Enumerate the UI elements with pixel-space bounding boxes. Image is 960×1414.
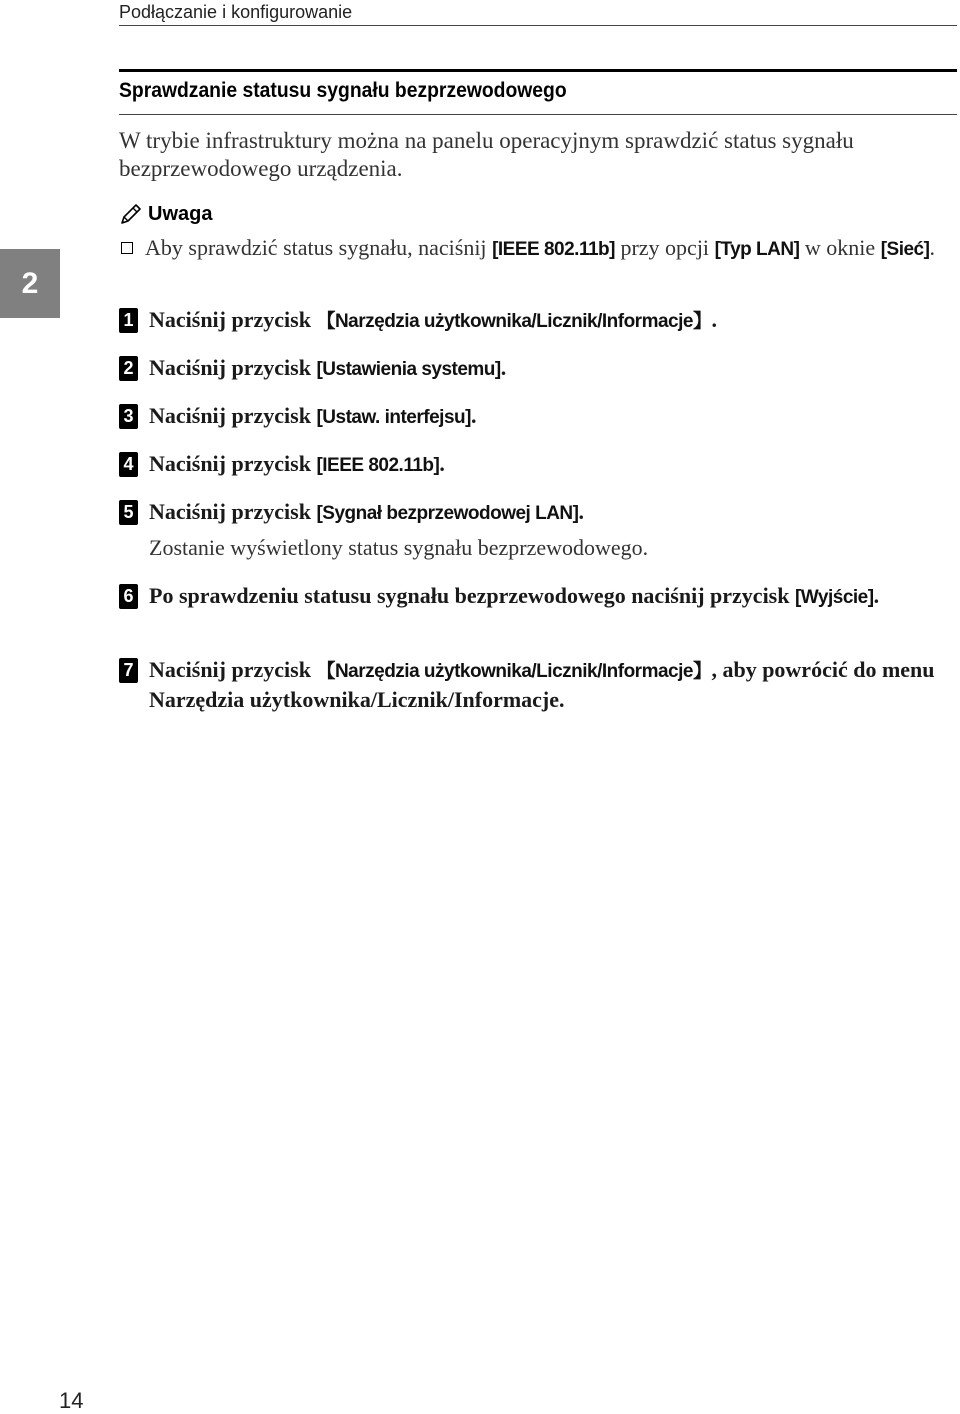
step-key: [Ustawienia systemu]: [316, 359, 501, 380]
header-rule: [119, 25, 957, 26]
step-tail: .: [578, 499, 584, 524]
step-tail: .: [500, 355, 507, 380]
key-network: [Sieć]: [880, 239, 930, 260]
step-number: 1: [119, 308, 138, 333]
step-tail: .: [470, 403, 477, 428]
section-rule: [119, 69, 957, 72]
step-number: 2: [119, 356, 138, 381]
step-number: 5: [119, 500, 138, 525]
pencil-icon: [119, 202, 143, 226]
step-text: [149, 306, 959, 336]
note-text: w oknie: [799, 235, 881, 260]
title-rule: [119, 114, 957, 115]
step-tail: , aby powrócić do menu Narzędzia użytkownika/Licznik/Informacje.: [149, 657, 935, 712]
step-text: [149, 582, 959, 612]
note-text: .: [929, 235, 935, 260]
step-key: 【Narzędzia użytkownika/Licznik/Informacje】: [316, 311, 712, 332]
step-instruction: Naciśnij przycisk: [149, 657, 317, 682]
step-instruction: Po sprawdzeniu statusu sygnału bezprzewodowego naciśnij przycisk: [149, 583, 795, 608]
key-lan-type: [Typ LAN]: [714, 239, 800, 260]
step-1: [119, 306, 959, 336]
step-3: [119, 402, 959, 432]
step-text: [149, 498, 959, 528]
step-instruction: Naciśnij przycisk: [149, 499, 317, 524]
step-text: [149, 656, 959, 714]
key-ieee: [IEEE 802.11b]: [492, 239, 615, 260]
section-title: Sprawdzanie statusu sygnału bezprzewodowego: [119, 79, 567, 102]
note-item: [119, 233, 949, 264]
step-instruction: Naciśnij przycisk: [149, 307, 317, 332]
intro-paragraph: W trybie infrastruktury można na panelu operacyjnym sprawdzić status sygnału bezprzewodowego urządzenia.: [119, 128, 854, 181]
step-5-result: Zostanie wyświetlony status sygnału bezprzewodowego.: [149, 535, 649, 560]
chapter-tab: 2: [0, 249, 60, 318]
step-key: [Sygnał bezprzewodowej LAN]: [316, 503, 579, 524]
step-text: [149, 402, 959, 432]
step-2: [119, 354, 959, 384]
note-text: przy opcji: [614, 235, 715, 260]
step-key: [Ustaw. interfejsu]: [316, 407, 471, 428]
page-number: 14: [59, 1388, 84, 1413]
note-label: Uwaga: [148, 202, 213, 225]
step-number: 4: [119, 452, 138, 477]
step-key: [IEEE 802.11b]: [316, 455, 440, 476]
running-header: Podłączanie i konfigurowanie: [119, 2, 353, 22]
step-number: 3: [119, 404, 138, 429]
step-instruction: Naciśnij przycisk: [149, 403, 317, 428]
step-tail: .: [439, 451, 445, 476]
step-tail: .: [711, 307, 717, 332]
step-6: [119, 582, 959, 612]
step-key: 【Narzędzia użytkownika/Licznik/Informacje】: [316, 661, 712, 682]
step-text: [149, 450, 959, 480]
checkbox-icon: [121, 242, 133, 254]
step-text: [149, 354, 959, 384]
step-7: [119, 656, 959, 714]
step-4: [119, 450, 959, 480]
step-instruction: Naciśnij przycisk: [149, 355, 317, 380]
step-tail: .: [873, 583, 880, 608]
step-key: [Wyjście]: [794, 587, 874, 608]
step-5: [119, 498, 959, 528]
note-text: Aby sprawdzić status sygnału, naciśnij: [145, 235, 493, 260]
step-instruction: Naciśnij przycisk: [149, 451, 317, 476]
step-number: 7: [119, 658, 138, 683]
note-heading: [119, 202, 212, 226]
step-number: 6: [119, 584, 138, 609]
